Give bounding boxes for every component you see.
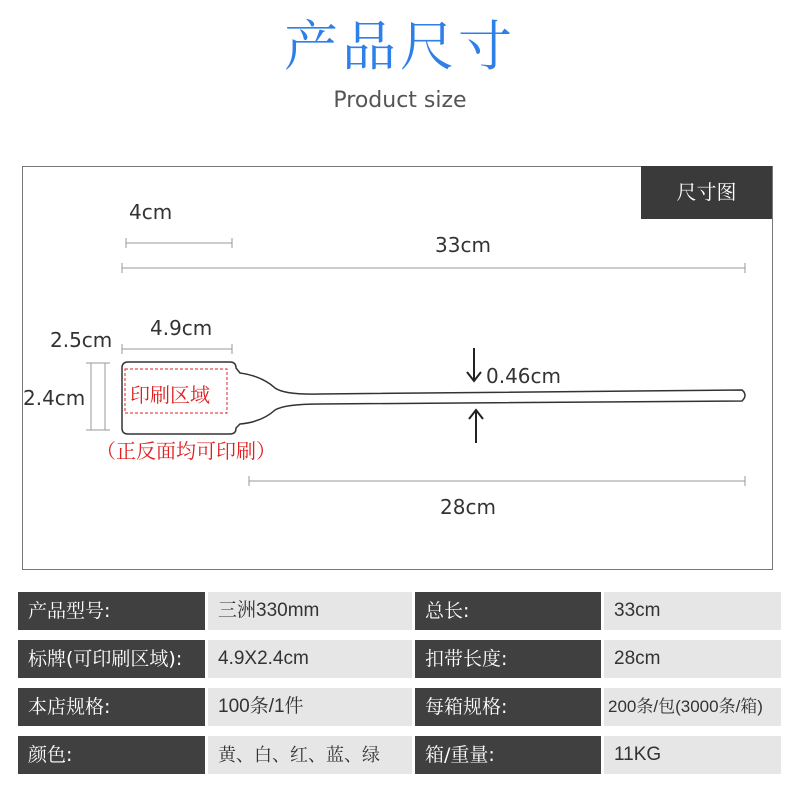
handle-width-label: 4cm <box>129 200 173 224</box>
tag-inner-height-label: 2.4cm <box>23 386 86 410</box>
strap-length-label: 28cm <box>440 495 496 519</box>
spec-key: 颜色: <box>18 736 205 774</box>
spec-value: 11KG <box>604 736 781 774</box>
spec-key: 总长: <box>415 592 601 630</box>
spec-value: 黄、白、红、蓝、绿 <box>208 736 412 774</box>
diagram-tag: 尺寸图 <box>641 166 772 219</box>
spec-key: 扣带长度: <box>415 640 601 678</box>
up-arrow-icon <box>469 410 483 443</box>
spec-row <box>18 736 781 774</box>
handle-width-dimension <box>126 238 232 248</box>
tag-width-label: 4.9cm <box>150 316 213 340</box>
print-note: （正反面均可印刷） <box>96 439 276 463</box>
spec-value: 三洲330mm <box>208 592 412 630</box>
tag-height-dimension <box>86 363 110 430</box>
strap-length-dimension <box>249 476 745 486</box>
spec-value: 200条/包(3000条/箱) <box>604 688 781 726</box>
spec-value: 4.9X2.4cm <box>208 640 412 678</box>
total-length-label: 33cm <box>435 233 491 257</box>
tag-outer-height-label: 2.5cm <box>50 328 113 352</box>
strap-thickness-label: 0.46cm <box>486 364 562 388</box>
page-title: 产品尺寸 <box>284 15 516 78</box>
spec-row <box>18 688 781 726</box>
page-subtitle: Product size <box>333 88 467 113</box>
spec-value: 100条/1件 <box>208 688 412 726</box>
print-area-label: 印刷区域 <box>130 383 210 407</box>
spec-key: 本店规格: <box>18 688 205 726</box>
spec-row <box>18 592 781 630</box>
spec-key: 标牌(可印刷区域): <box>18 640 205 678</box>
spec-key: 箱/重量: <box>415 736 601 774</box>
tag-width-dimension <box>122 344 232 354</box>
spec-row <box>18 640 781 678</box>
spec-key: 产品型号: <box>18 592 205 630</box>
spec-value: 28cm <box>604 640 781 678</box>
down-arrow-icon <box>467 348 481 381</box>
spec-value: 33cm <box>604 592 781 630</box>
total-length-dimension <box>122 263 745 273</box>
cable-tie-outline <box>122 362 745 434</box>
spec-key: 每箱规格: <box>415 688 601 726</box>
